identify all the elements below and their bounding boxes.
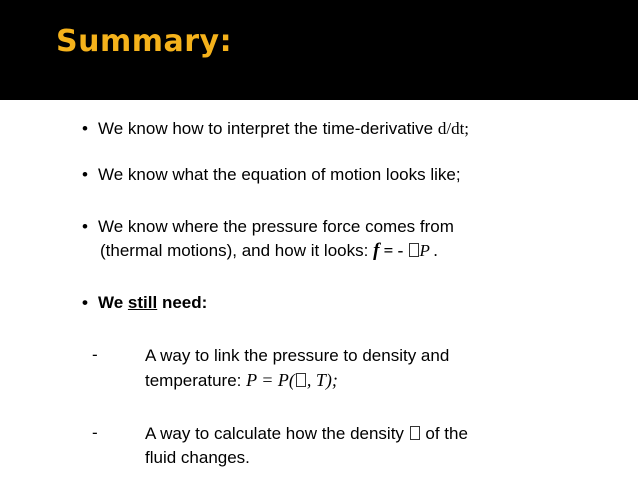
nabla-glyph-box bbox=[409, 243, 419, 257]
bullet-item bbox=[82, 292, 207, 314]
bullet-dot: • bbox=[82, 293, 88, 312]
bullet-text: We know how to interpret the time-derivative bbox=[98, 119, 438, 138]
math-expression: d/dt; bbox=[437, 119, 470, 138]
rho-glyph-box bbox=[296, 373, 306, 387]
bullet-text: We know where the pressure force comes from bbox=[98, 217, 454, 236]
subitem-line bbox=[145, 423, 468, 445]
bullet-text-end: need: bbox=[157, 293, 208, 312]
bullet-dot: • bbox=[82, 217, 88, 236]
subitem-line bbox=[145, 369, 338, 392]
math-expression-end: , T); bbox=[306, 370, 338, 390]
dash-marker: - bbox=[92, 345, 98, 364]
subitem-text: A way to calculate how the density bbox=[145, 424, 409, 443]
bullet-continuation bbox=[100, 240, 438, 262]
bullet-dot: • bbox=[82, 119, 88, 138]
bullet-text: We bbox=[98, 293, 128, 312]
bullet-text: We know what the equation of motion looks like; bbox=[98, 165, 461, 184]
rho-glyph-box bbox=[410, 426, 420, 440]
bullet-item bbox=[82, 216, 454, 238]
emphasis-still: still bbox=[127, 293, 158, 312]
subitem-line bbox=[145, 345, 449, 367]
bullet-dot: • bbox=[82, 165, 88, 184]
bullet-item bbox=[82, 164, 461, 186]
math-expression: P = P( bbox=[246, 370, 295, 390]
subitem-text: A way to link the pressure to density and bbox=[145, 346, 450, 365]
math-eq: = - bbox=[379, 241, 408, 260]
math-f: f bbox=[373, 240, 380, 261]
bullet-text: (thermal motions), and how it looks: bbox=[100, 241, 374, 260]
subitem-text: temperature: bbox=[145, 371, 247, 390]
math-p: P . bbox=[419, 241, 439, 260]
subitem-text: fluid changes. bbox=[145, 448, 250, 467]
bullet-item bbox=[82, 118, 469, 140]
subitem-text-end: of the bbox=[420, 424, 468, 443]
slide-title: Summary: bbox=[56, 24, 233, 59]
dash-marker: - bbox=[92, 423, 98, 442]
subitem-line bbox=[145, 447, 250, 469]
